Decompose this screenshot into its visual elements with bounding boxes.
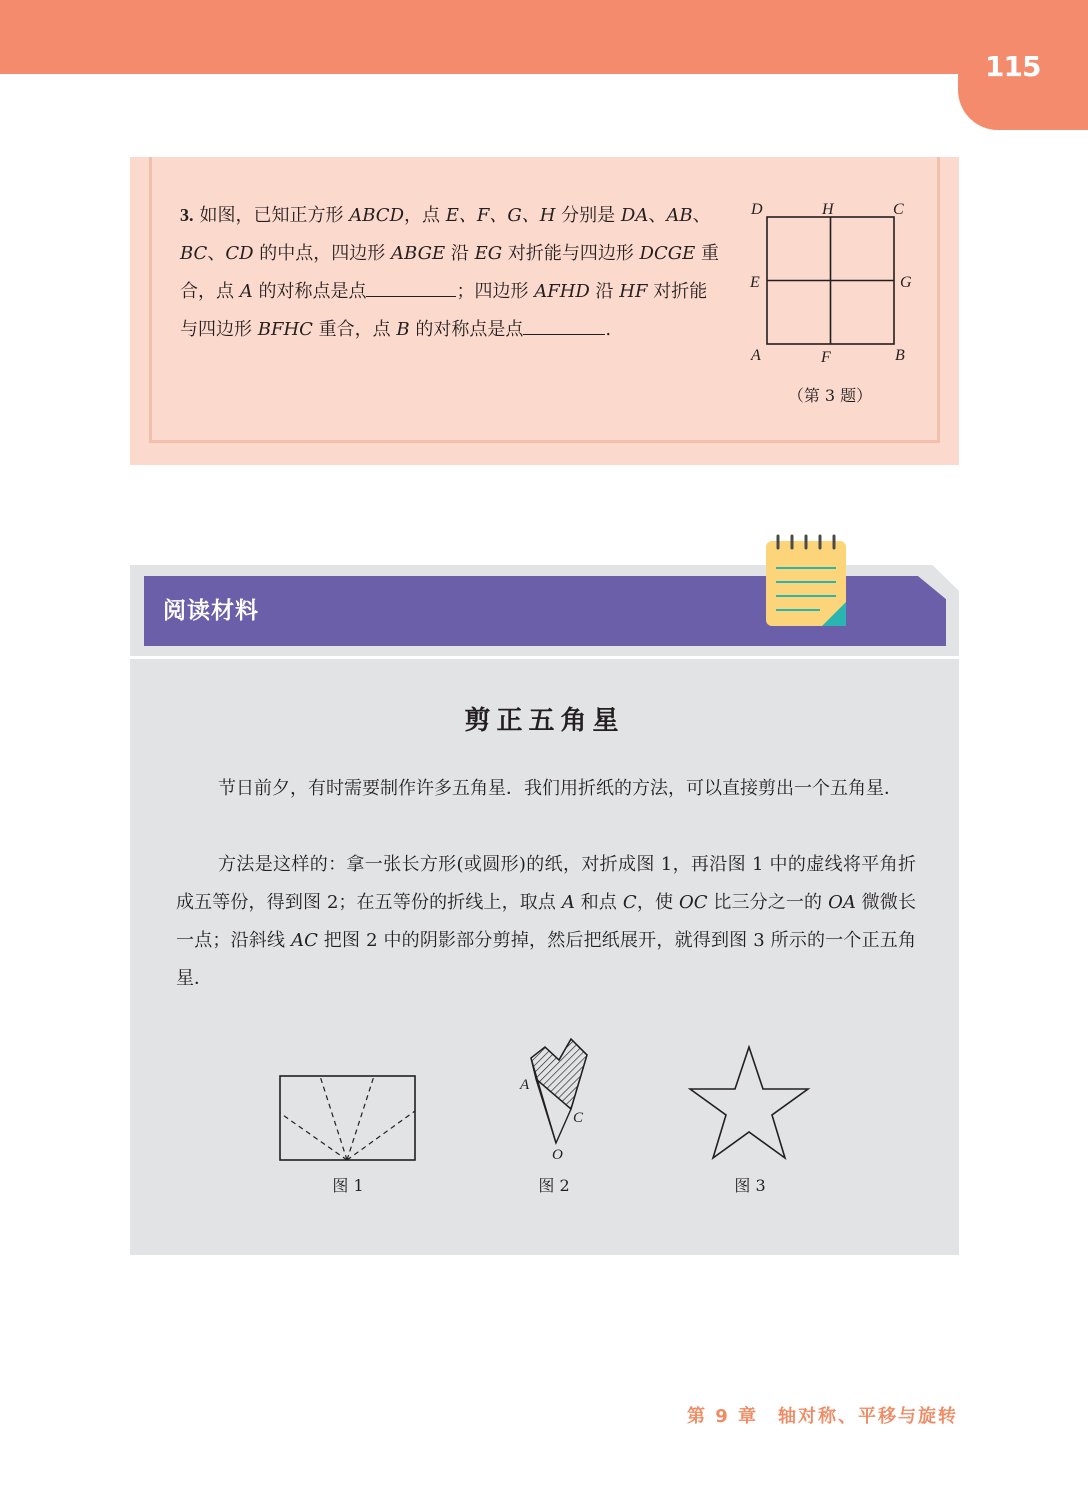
chapter-footer: 第 9 章 轴对称、平移与旋转 (686, 1406, 958, 1427)
reading-banner-title: 阅读材料 (163, 598, 259, 624)
article-title: 剪正五角星 (464, 706, 625, 736)
figure-caption: （第 3 题） (787, 386, 873, 405)
fig2-label-A: A (520, 1077, 530, 1093)
paragraph-1: 节日前夕，有时需要制作许多五角星．我们用折纸的方法，可以直接剪出一个五角星． (218, 778, 902, 799)
label-F: F (821, 349, 831, 366)
notepad-icon (760, 533, 855, 633)
exercise-number: 3. (180, 205, 194, 225)
fig2-label-O: O (552, 1147, 563, 1163)
label-G: G (900, 274, 912, 291)
label-D: D (751, 201, 763, 218)
label-A: A (751, 347, 761, 364)
label-E: E (750, 274, 760, 291)
label-H: H (822, 201, 834, 218)
label-B: B (895, 347, 905, 364)
fig2-label-C: C (573, 1110, 584, 1126)
figure-1-caption: 图 1 (332, 1176, 364, 1195)
figure-3-star (688, 1045, 812, 1163)
figure-3-caption: 图 3 (734, 1176, 766, 1195)
label-C: C (893, 201, 904, 218)
answer-blank-1[interactable] (366, 274, 456, 297)
square-figure (745, 195, 920, 370)
figure-2-caption: 图 2 (538, 1176, 570, 1195)
paragraph-2: 方法是这样的：拿一张长方形(或圆形)的纸，对折成图 1，再沿图 1 中的虚线将平角折成五等份，得到图 2；在五等份的折线上，取点 A 和点 C，使 OC 比三分之一的 OA 微微长一点；沿斜线 AC 把图 2 中的阴影部分剪掉，然后把纸展开，就得到图 3 所示的一个正五角星． (176, 854, 916, 989)
answer-blank-2[interactable] (523, 312, 605, 335)
reading-divider (130, 656, 959, 659)
figure-2-folded-cut (515, 1035, 595, 1165)
top-color-bar (0, 0, 1088, 74)
exercise-3-text: 3. 如图，已知正方形 ABCD，点 E、F、G、H 分别是 DA、AB、BC、CD 的中点，四边形 ABGE 沿 EG 对折能与四边形 DCGE 重合，点 A 的对称点是点 ；四边形 AFHD 沿 HF 对折能与四边形 BFHC 重合，点 B 的对称点是点 . (180, 205, 720, 340)
figure-1-folded-paper (278, 1073, 418, 1163)
page-number: 115 (985, 50, 1041, 83)
